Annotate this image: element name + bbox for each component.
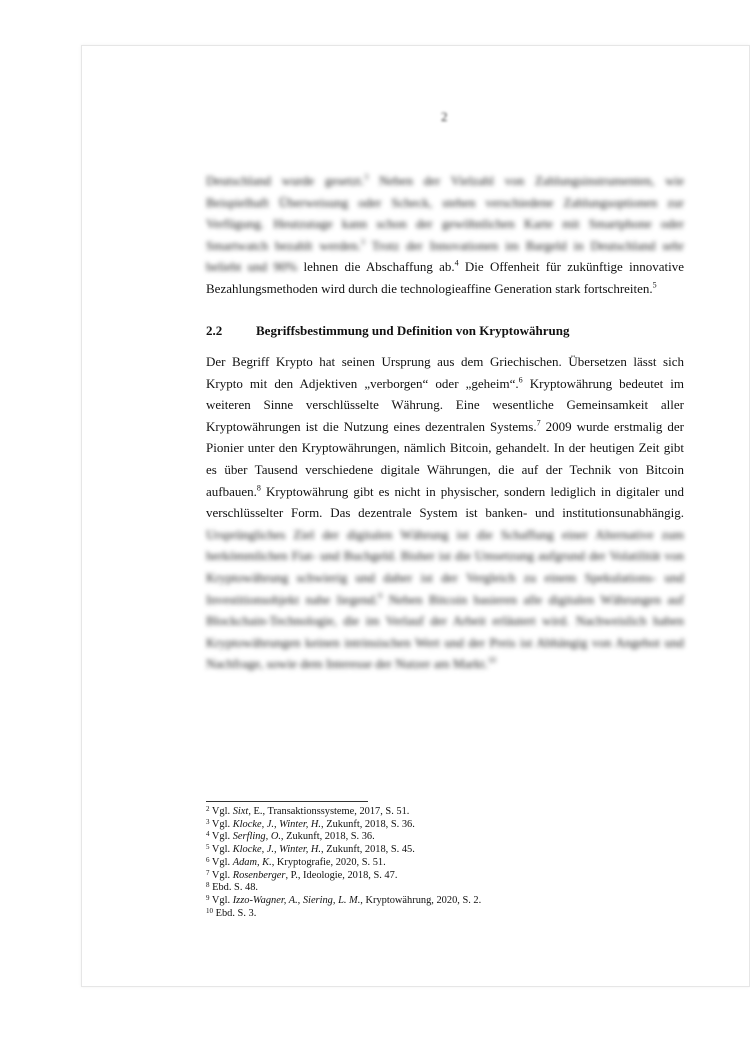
footnote-ref: 5 (652, 280, 657, 290)
blurred-text: Deutschland wurde gesetzt.$^3$ Neben der Vielzahl von Zahlungsinstrumenten, wie Beispielhaft Überweisung oder Scheck, stehen verschiedene Zahlungsoptionen zur Verfügung. Heutzutage kann schon der gewöhnlichen Karte mit Smartphone oder Smartwatch bezahlt werden.$^3$ Trotz der Innovationen im Bargeld in Deutschland sehr beliebt und 90% (206, 172, 685, 275)
section-number: 2.2 (206, 323, 223, 338)
footnote-separator (206, 801, 368, 802)
footnote: $^6$ Vgl. Adam, K., Kryptografie, 2020, S. 51. (206, 855, 386, 868)
intro-text: lehnen die Abschaffung ab.$^4$ Die Offenheit für zukünftige innovative Bezahlungsmethoden wird durch die technologieaffine Generation stark fortschreiten.$^5$ (206, 259, 684, 296)
footnote: $^2$ Vgl. Sixt, E., Transaktionssysteme, 2017, S. 51. (206, 805, 410, 817)
page-number: 2 (441, 109, 448, 124)
footnote: $^7$ Vgl. Rosenberger, P., Ideologie, 2018, S. 47. (206, 868, 398, 881)
footnote: $^5$ Vgl. Klocke, J., Winter, H., Zukunft, 2018, S. 45. (206, 843, 415, 856)
footnote: $^4$ Vgl. Serfling, O., Zukunft, 2018, S. 36. (206, 830, 375, 843)
footnote: $^{10}$ Ebd. S. 3. (206, 906, 257, 919)
footnote-ref: 4 (454, 259, 459, 269)
section-title: Begriffsbestimmung und Definition von Kryptowährung (256, 323, 570, 338)
footnote-ref: 7 (536, 418, 541, 428)
footnote: $^9$ Vgl. Izzo-Wagner, A., Siering, L. M., Kryptowährung, 2020, S. 2. (206, 893, 482, 906)
blurred-text: Ursprüngliches Ziel der digitalen Währung ist die Schaffung einer Alternative zum herkömmlichen Fiat- und Buchgeld. Bisher ist die Umsetzung aufgrund der Volatilität von Kryptowährung schwierig und daher ist der Vergleich zu einem Spekulations- und Investitionsobjekt nahe liegend.$^9$ Neben Bitcoin basieren alle digitalen Währungen auf Blockchain-Technologie, die im Verlauf der Arbeit erläutert wird. Nachweislich haben Kryptowährungen keinen intrinsischen Wert und der Preis ist Abhängig von Angebot und Nachfrage, sowie dem Interesse der Nutzer am Markt.$^{10}$ (206, 526, 684, 672)
section-heading (206, 323, 684, 339)
footnote-ref: 8 (256, 483, 261, 493)
body-paragraph: Der Begriff Krypto hat seinen Ursprung aus dem Griechischen. Übersetzen lässt sich Krypto mit den Adjektiven „verborgen“ oder „geheim“.$^6$ Kryptowährung bedeutet im weiteren Sinne verschlüsselte Währung. Eine wesentliche Gemeinsamkeit aller Kryptowährungen ist die Nutzung eines dezentralen Systems.$^7$ 2009 wurde erstmalig der Pionier unter den Kryptowährungen, nämlich Bitcoin, gehandelt. In der heutigen Zeit gibt es über Tausend verschiedene digitale Währungen, die auf der Technik von Bitcoin aufbauen.$^8$ Kryptowährung gibt es nicht in physischer, sondern lediglich in digitaler und verschlüsselter Form. Das dezentrale System ist banken- und institutionsunabhängig. Ursprüngliches Ziel der digitalen Währung ist die Schaffung einer Alternative zum herkömmlichen Fiat- und Buchgeld. Bisher ist die Umsetzung aufgrund der Volatilität von Kryptowährung schwierig und daher ist der Vergleich zu einem Spekulations- und Investitionsobjekt nahe liegend.$^9$ Neben Bitcoin basieren alle digitalen Währungen auf Blockchain-Technologie, die im Verlauf der Arbeit erläutert wird. Nachweislich haben Kryptowährungen keinen intrinsischen Wert und der Preis ist Abhängig von Angebot und Nachfrage, sowie dem Interesse der Nutzer am Markt.$^{10}$ (206, 354, 685, 672)
footnote-ref: 6 (518, 375, 523, 385)
footnote: $^3$ Vgl. Klocke, J., Winter, H., Zukunft, 2018, S. 36. (206, 817, 415, 830)
intro-paragraph (206, 170, 684, 300)
footnote: $^8$ Ebd. S. 48. (206, 881, 259, 894)
footnotes (206, 806, 676, 920)
